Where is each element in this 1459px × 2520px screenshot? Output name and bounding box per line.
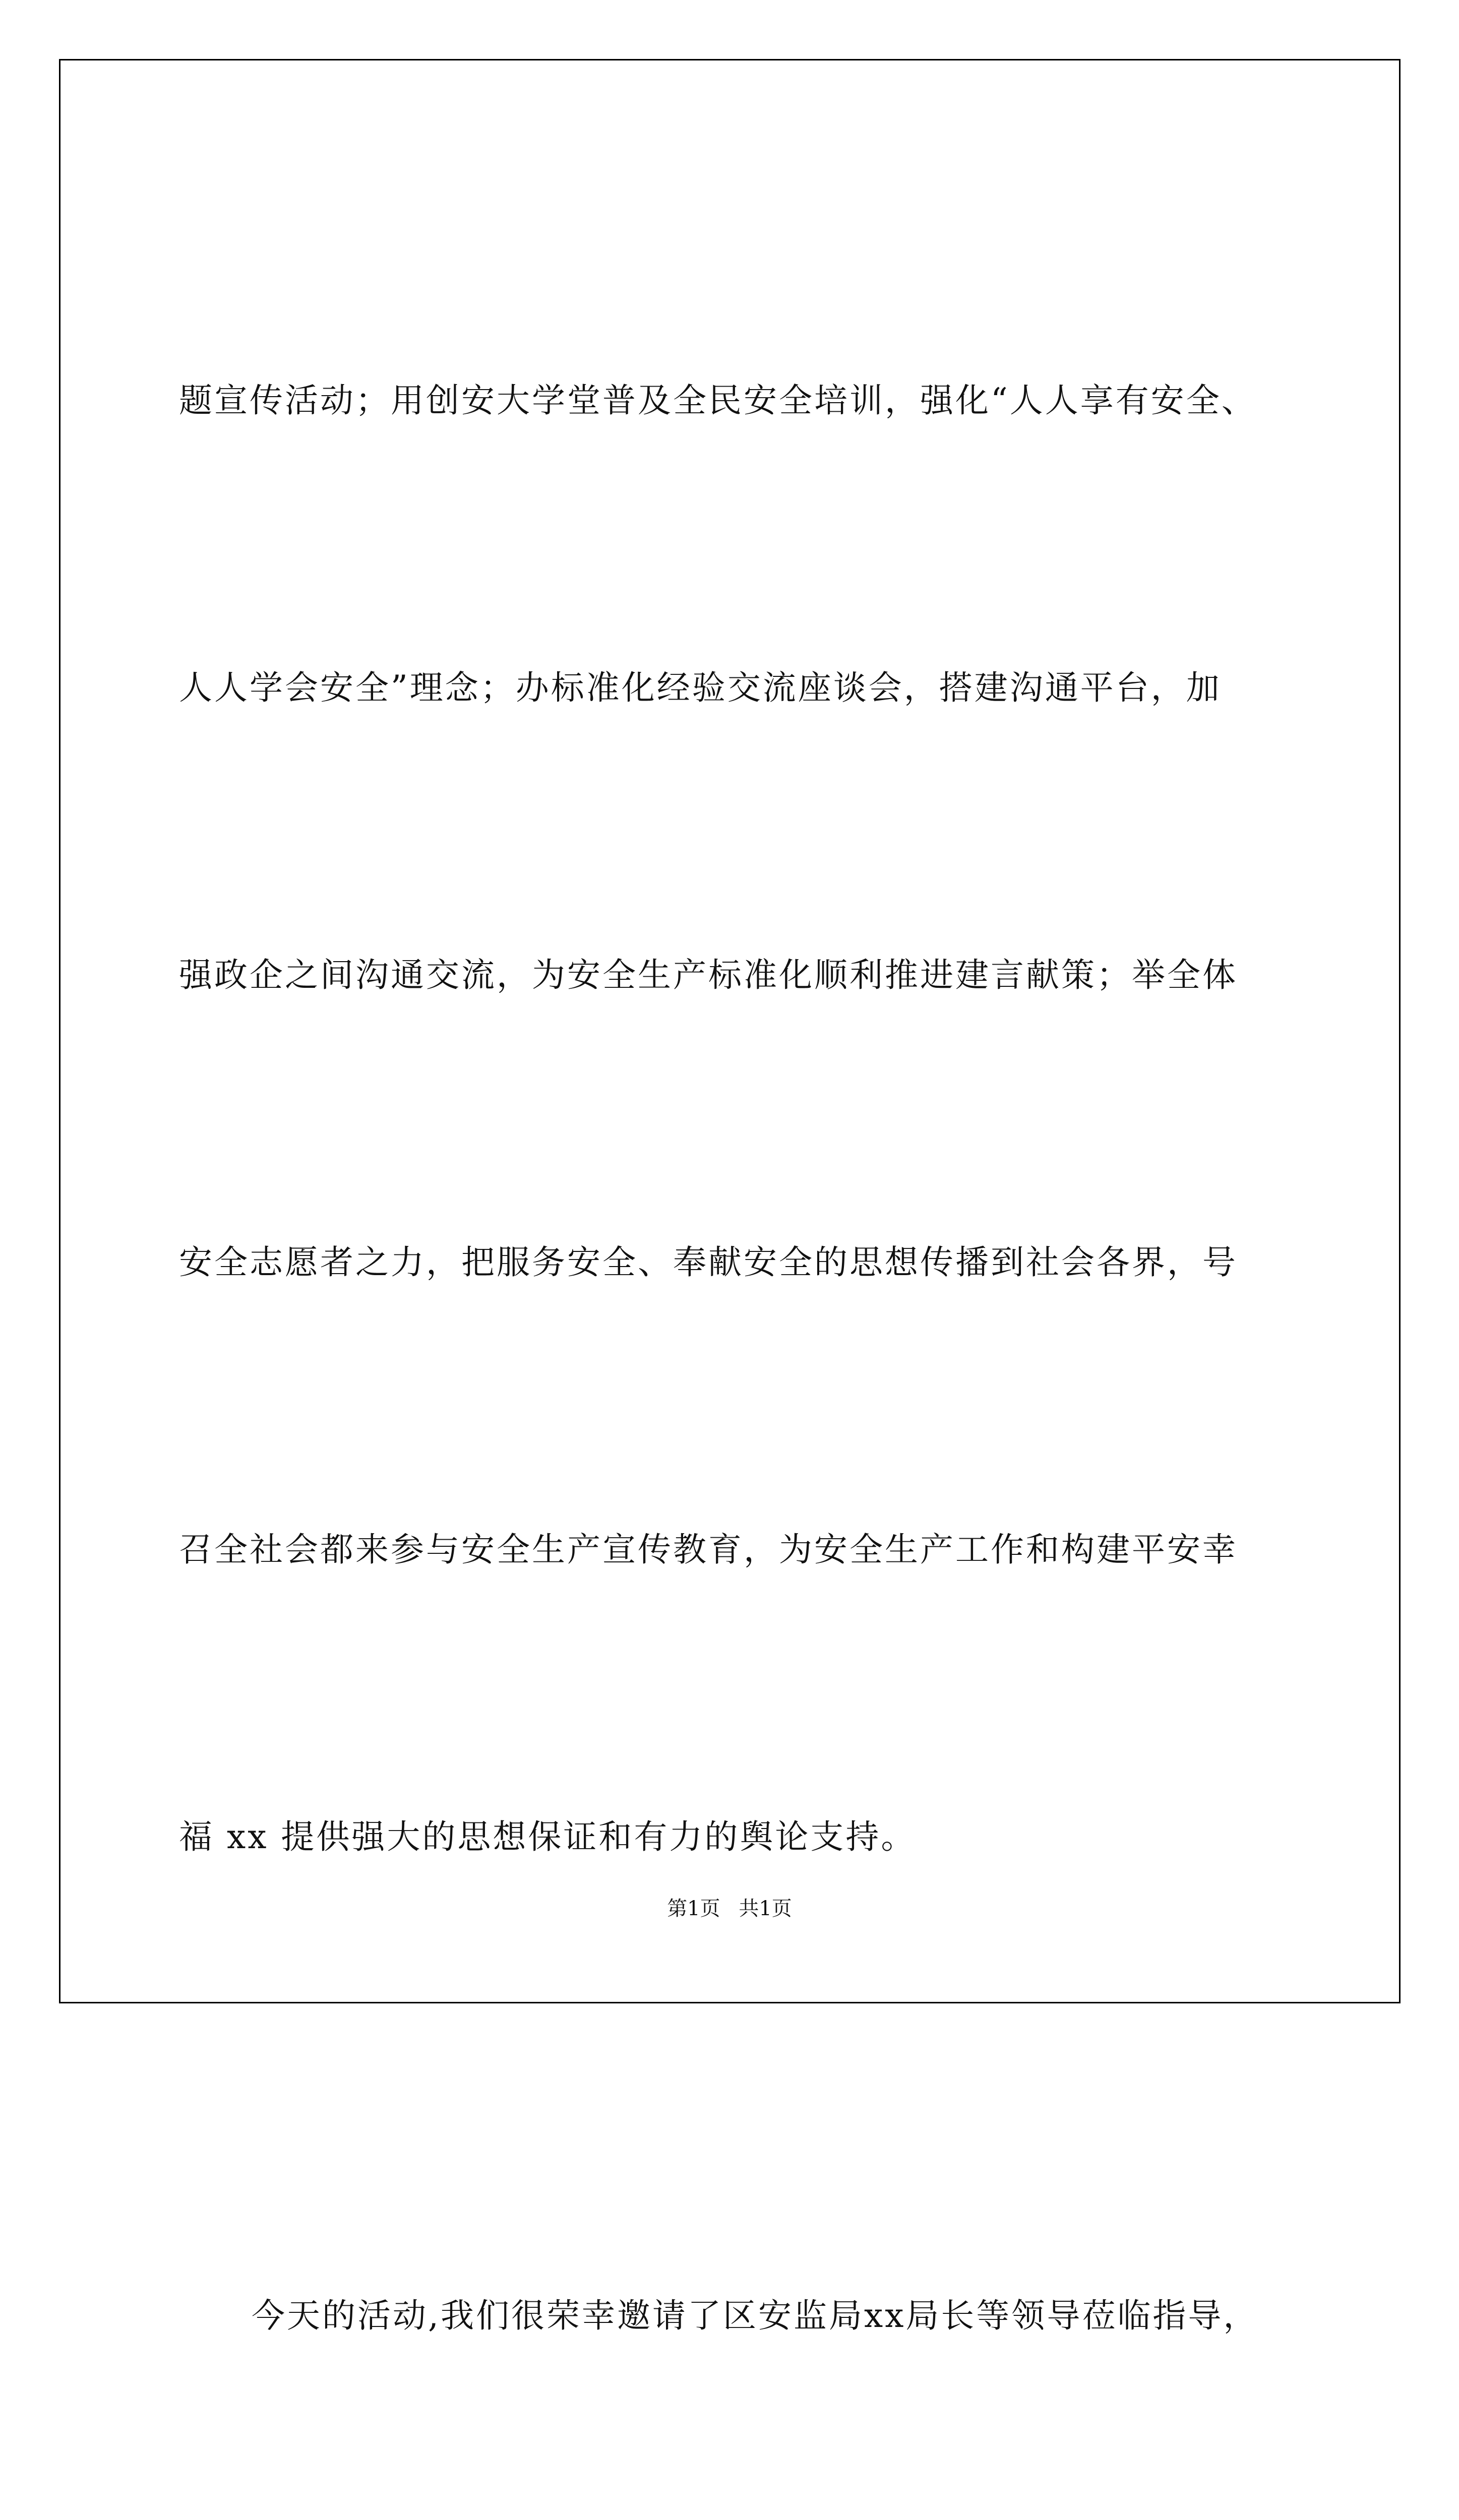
text-line: 今天的活动,我们很荣幸邀请了区安监局xx局长等领导莅临指导， — [252, 2296, 1259, 2335]
page-footer — [0, 1893, 1459, 1921]
page-total: 共1页 — [739, 1897, 792, 1920]
page-number: 第1页 — [667, 1897, 720, 1920]
text-line: 强政企之间沟通交流，为安全生产标准化顺利推进建言献策；举全体 — [179, 956, 1238, 994]
document-body — [179, 161, 1318, 2520]
text-line: 安全志愿者之力，把服务安全、奉献安全的思想传播到社会各界，号 — [179, 1243, 1238, 1282]
paragraph-2 — [179, 2076, 1318, 2520]
text-line: 题宣传活动；用创安大学堂普及全民安全培训，强化“人人享有安全、 — [179, 381, 1257, 420]
text-line: 福 xx 提供强大的思想保证和有力的舆论支持。 — [179, 1817, 917, 1856]
text-line: 人人学会安全”理念；办标准化经验交流座谈会，搭建沟通平台，加 — [179, 668, 1222, 707]
paragraph-1 — [179, 161, 1318, 2076]
text-line: 召全社会都来参与安全生产宣传教育，为安全生产工作和构建平安幸 — [179, 1530, 1238, 1569]
